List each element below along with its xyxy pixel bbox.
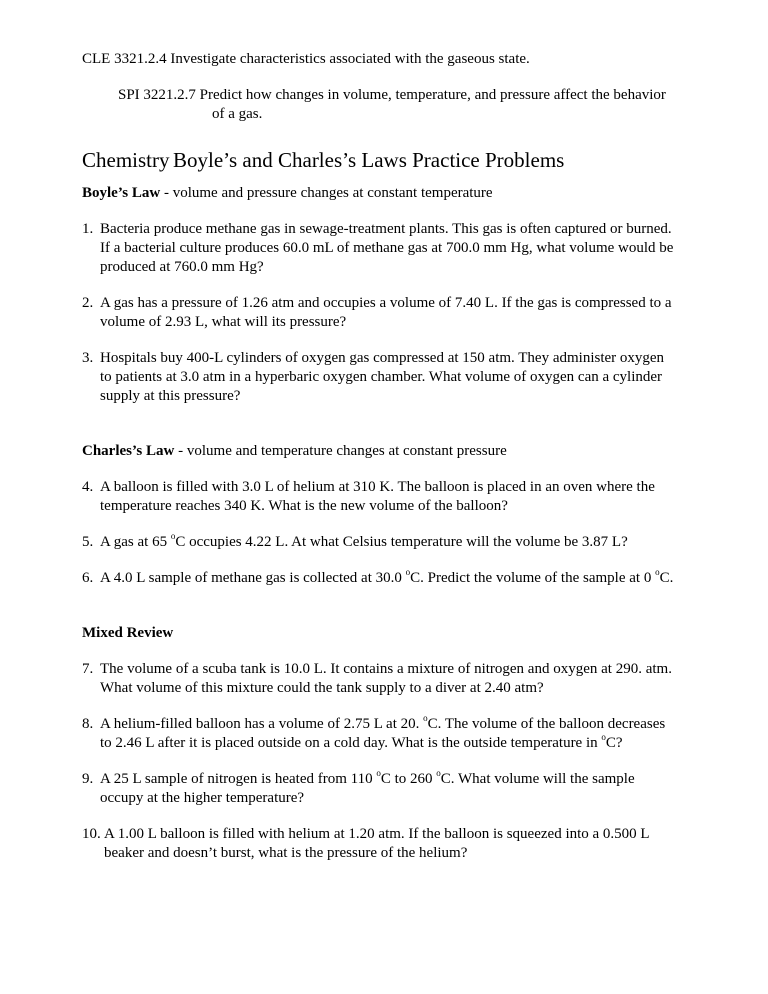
problem-text: The volume of a scuba tank is 10.0 L. It contains a mixture of nitrogen and oxygen at 290. atm. What volume of this mixture could the tank supply to a diver at 2.40 atm? xyxy=(100,661,672,696)
problem-7 xyxy=(82,660,678,698)
section-charles-name: Charles’s Law xyxy=(82,443,175,459)
problem-4 xyxy=(82,478,678,516)
text-part: C. The volume of the balloon decreases to 2.46 L after it is placed outside on a cold day. What is the outside temperature in xyxy=(100,716,666,751)
problem-number: 9. xyxy=(82,771,94,787)
problem-text: Hospitals buy 400-L cylinders of oxygen gas compressed at 150 atm. They administer oxygen to patients at 3.0 atm in a hyperbaric oxygen chamber. What volume of oxygen can a cylinder supply at this pressure? xyxy=(100,350,665,404)
problem-3 xyxy=(82,349,678,406)
spacer xyxy=(82,605,678,624)
problem-number: 2. xyxy=(82,295,94,311)
problem-text xyxy=(100,569,678,588)
section-charles-desc: - volume and temperature changes at constant pressure xyxy=(174,443,507,459)
problem-number: 3. xyxy=(82,350,94,366)
problem-text xyxy=(100,715,678,753)
text-part: A gas at 65 xyxy=(100,534,171,550)
problem-text: A 1.00 L balloon is filled with helium at 1.20 atm. If the balloon is squeezed into a 0.500 L beaker and doesn’t burst, what is the pressure of the helium? xyxy=(104,826,650,861)
text-part: A 25 L sample of nitrogen is heated from 110 xyxy=(100,771,377,787)
problem-5 xyxy=(82,533,678,552)
spacer xyxy=(82,423,678,442)
section-charles-heading xyxy=(82,442,678,461)
degree-symbol: o xyxy=(436,768,441,778)
problem-number: 10. xyxy=(82,826,101,842)
problem-8 xyxy=(82,715,678,753)
text-part: C. What volume will the sample occupy at the higher temperature? xyxy=(100,771,635,806)
problem-number: 4. xyxy=(82,479,94,495)
problem-number: 1. xyxy=(82,221,94,237)
problem-text: A balloon is filled with 3.0 L of helium at 310 K. The balloon is placed in an oven where the temperature reaches 340 K. What is the new volume of the balloon? xyxy=(100,479,655,514)
problem-text xyxy=(100,533,678,552)
problem-number: 8. xyxy=(82,716,94,732)
degree-symbol: o xyxy=(655,567,660,577)
degree-symbol: o xyxy=(601,732,606,742)
problem-number: 6. xyxy=(82,570,94,586)
text-part: C. xyxy=(659,570,674,586)
problem-number: 5. xyxy=(82,534,94,550)
section-boyle-name: Boyle’s Law xyxy=(82,185,161,201)
degree-symbol: o xyxy=(170,531,176,541)
degree-symbol: o xyxy=(376,768,381,778)
spi-standard: SPI 3221.2.7 Predict how changes in volume, temperature, and pressure affect the behavior of a gas. xyxy=(118,87,666,122)
problem-text: A gas has a pressure of 1.26 atm and occupies a volume of 7.40 L. If the gas is compressed to a volume of 2.93 L, what will its pressure? xyxy=(100,295,672,330)
problem-1 xyxy=(82,220,678,277)
cle-standard: CLE 3321.2.4 Investigate characteristics associated with the gaseous state. xyxy=(82,51,530,67)
text-part: C? xyxy=(605,735,623,751)
title-subject: Chemistry xyxy=(82,148,170,172)
problem-9 xyxy=(82,770,678,808)
section-boyle-heading xyxy=(82,184,678,203)
section-boyle-desc: - volume and pressure changes at constant temperature xyxy=(160,185,493,201)
degree-symbol: o xyxy=(405,567,411,577)
text-part: C occupies 4.22 L. At what Celsius temperature will the volume be 3.87 L? xyxy=(175,534,628,550)
section-mixed-heading: Mixed Review xyxy=(82,625,174,641)
page-title xyxy=(82,148,678,172)
problem-text xyxy=(100,770,678,808)
problem-10 xyxy=(82,825,678,863)
problem-text: Bacteria produce methane gas in sewage-treatment plants. This gas is often captured or burned. If a bacterial culture produces 60.0 mL of methane gas at 700.0 mm Hg, what volume would be produced at 760.0 mm Hg? xyxy=(100,221,674,275)
problem-2 xyxy=(82,294,678,332)
problem-6 xyxy=(82,569,678,588)
title-topic: Boyle’s and Charles’s Laws Practice Problems xyxy=(173,148,565,172)
degree-symbol: o xyxy=(423,713,428,723)
problem-number: 7. xyxy=(82,661,94,677)
text-part: A 4.0 L sample of methane gas is collected at 30.0 xyxy=(100,570,406,586)
text-part: A helium-filled balloon has a volume of 2.75 L at 20. xyxy=(100,716,424,732)
text-part: C to 260 xyxy=(380,771,437,787)
text-part: C. Predict the volume of the sample at 0 xyxy=(410,570,656,586)
